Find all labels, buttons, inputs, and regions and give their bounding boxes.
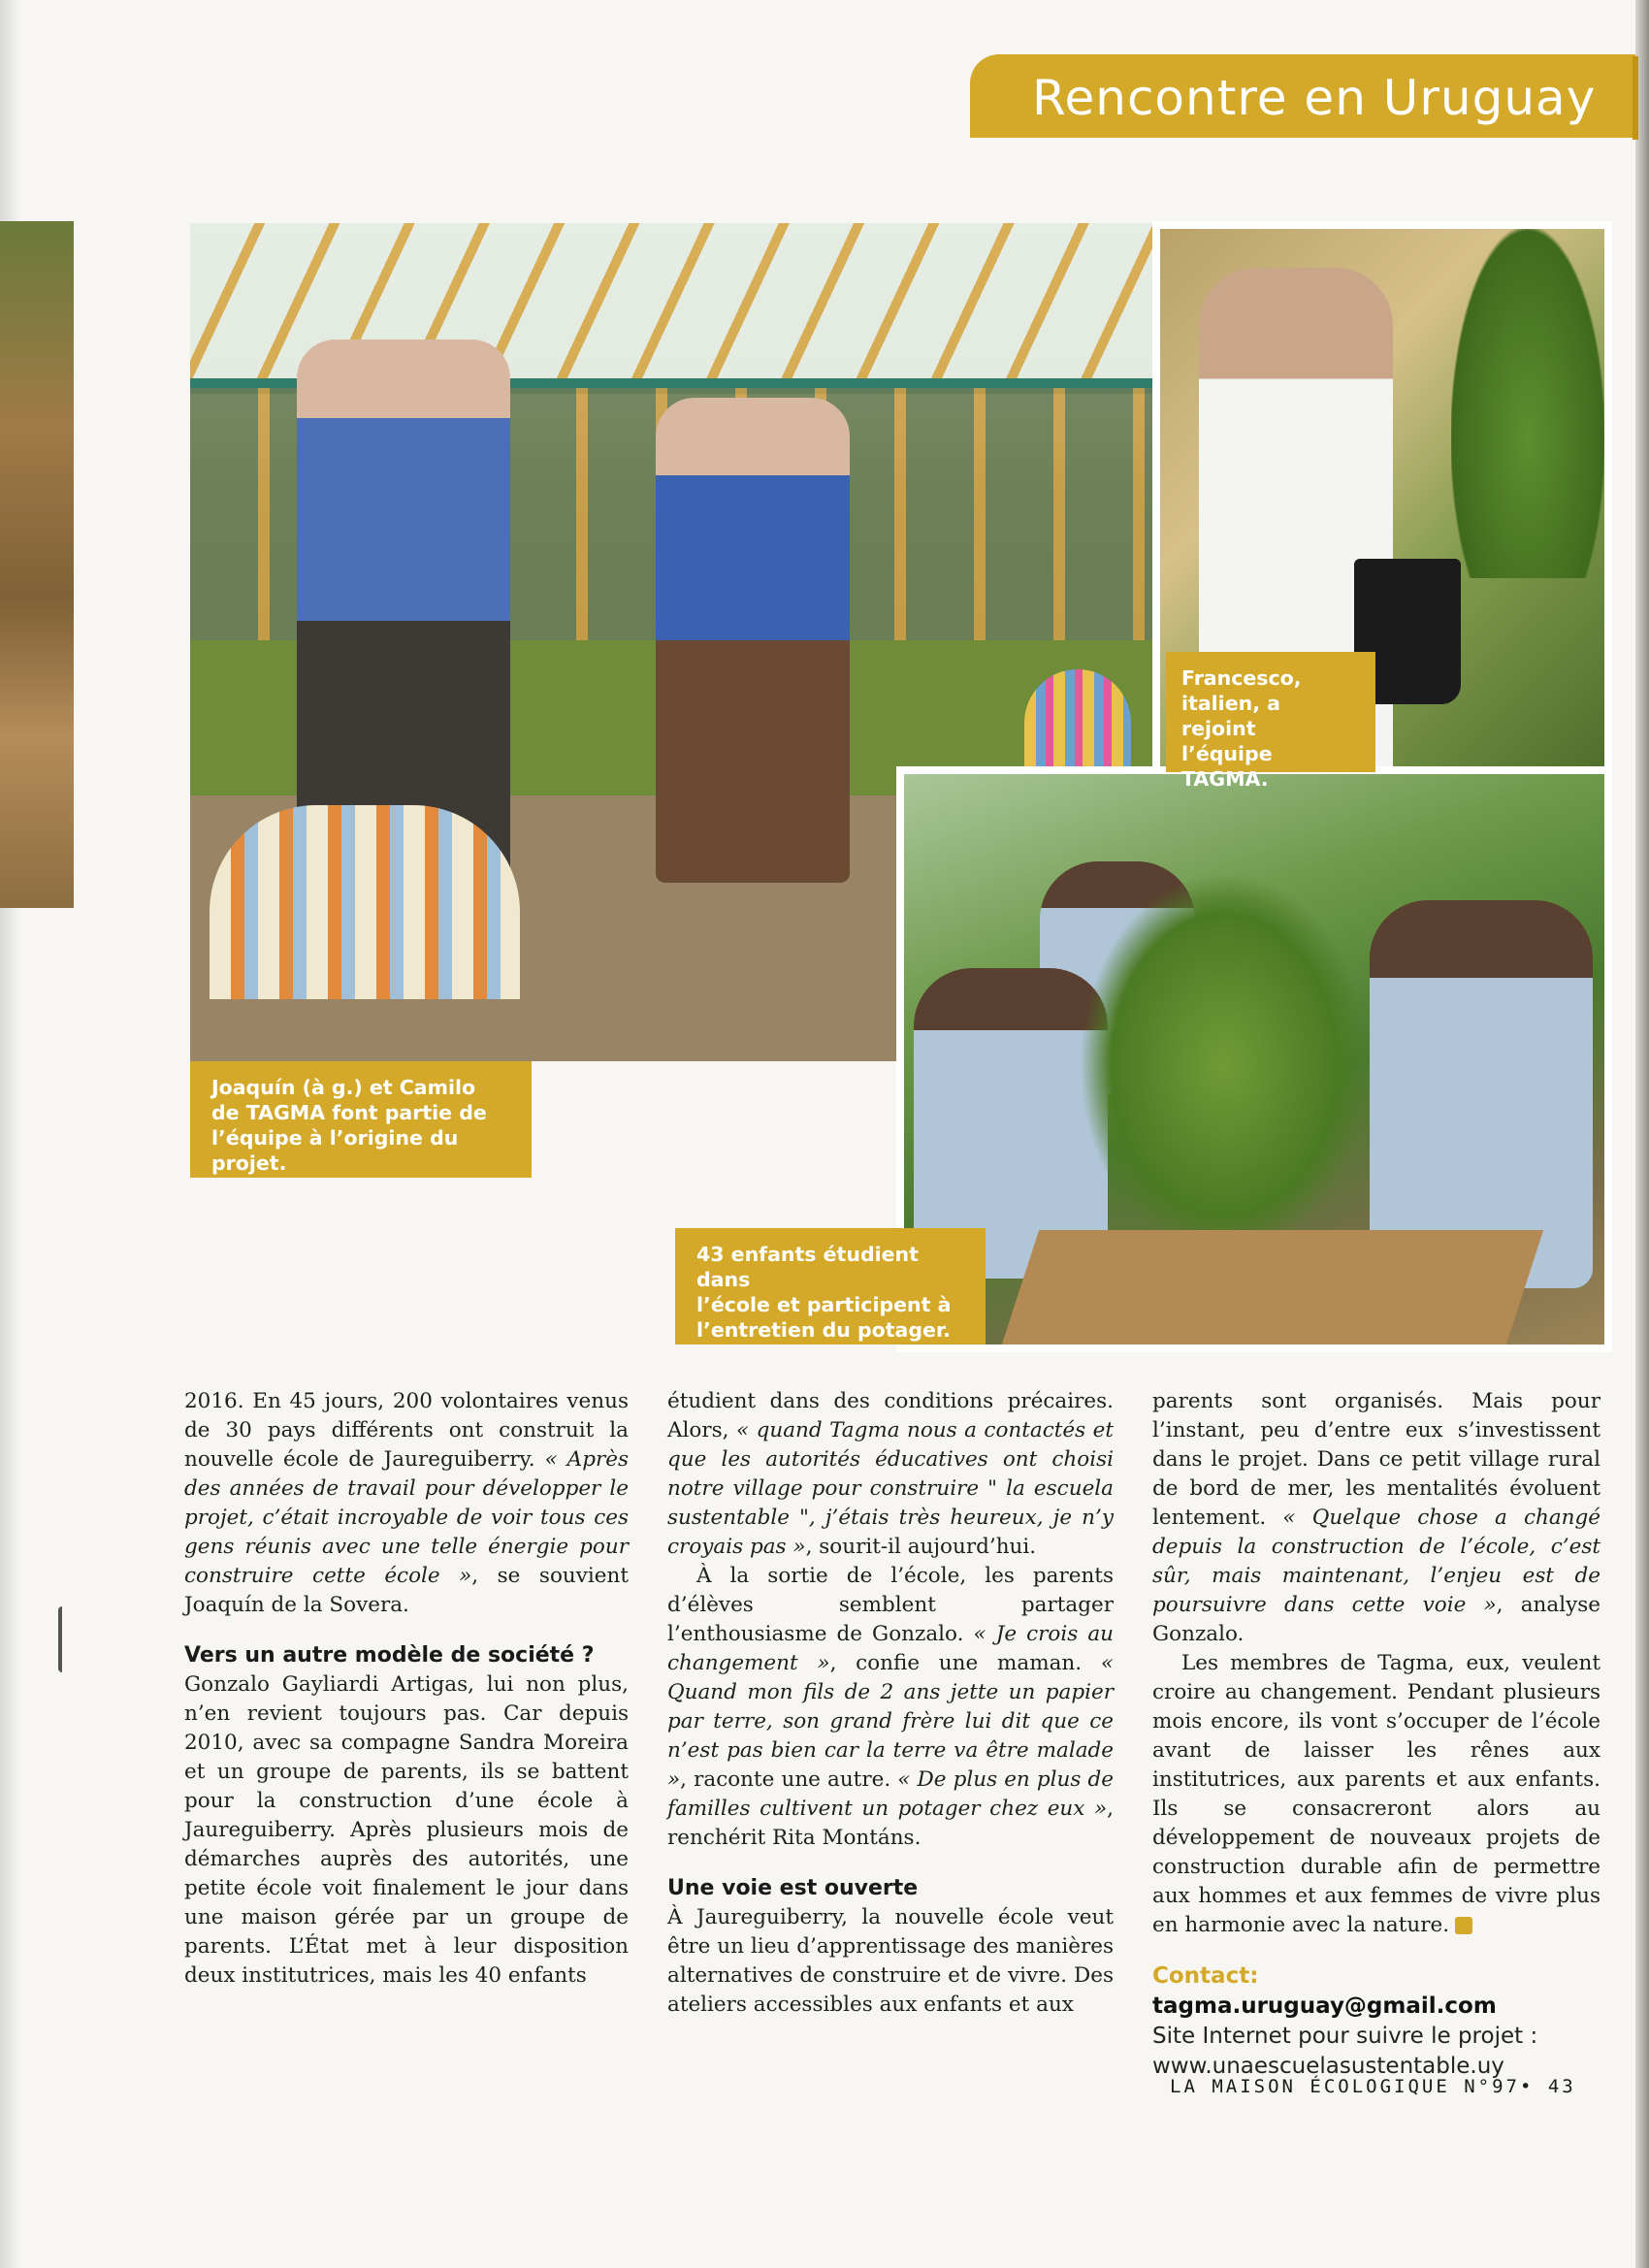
painted-tire [210,805,520,999]
caption-children [675,1228,986,1345]
article-paragraph [667,1387,1114,1562]
article-paragraph [184,1387,629,1620]
staple-mark [58,1606,74,1672]
contact-label: Contact: [1152,1963,1259,1989]
text-run: , sourit-il aujourd’hui. [805,1535,1037,1559]
text-run: , se souvient Joaquín de la Sovera. [184,1564,629,1617]
text-run: , confie une maman. [829,1651,1101,1675]
caption-line: de TAGMA font partie de [211,1101,487,1124]
text-run: parents sont organisés. Mais pour l’instant, peu d’entre eux s’investissent dans le projet. Dans ce petit village rural de bord de mer, les mentalités évoluent lentement. [1152,1389,1600,1530]
quote: « Après des années de travail pour développer le projet, c’était incroyable de voir tous ces gens réunis avec une telle énergie pour construire cette école » [184,1447,629,1588]
text-run: , raconte une autre. [680,1767,898,1792]
text-run: étudient dans des conditions précaires. Alors, [667,1389,1114,1442]
section-title: Rencontre en Uruguay [1032,70,1597,126]
article-paragraph [1152,1649,1600,1940]
text-run: 2016. En 45 jours, 200 volontaires venus de 30 pays différents ont construit la nouvelle école de Jaureguiberry. [184,1389,629,1472]
quote: « De plus en plus de familles cultivent un potager chez eux » [667,1767,1114,1821]
caption-line: l’école et participent à [696,1293,952,1316]
site-label: Site Internet pour suivre le projet : [1152,2024,1538,2049]
article-column-3 [1152,1387,1600,2082]
caption-line: italien, a rejoint [1181,692,1280,740]
contact-email-link[interactable]: tagma.uruguay@gmail.com [1152,1993,1497,2019]
caption-francesco [1166,652,1375,791]
end-of-article-icon [1455,1917,1472,1934]
article-paragraph [1152,1387,1600,1649]
person-camilo [656,398,850,883]
text-run: À la sortie de l’école, les parents d’élèves semblent partager l’enthousiasme de Gonzalo. [667,1564,1114,1646]
caption-line: l’équipe à l’origine du projet. [211,1126,459,1175]
caption-line: l’équipe TAGMA. [1181,742,1273,791]
page-right-edge [1635,0,1649,2268]
wooden-planter [1002,1230,1543,1345]
text-run: , renchérit Rita Montáns. [667,1797,1114,1850]
garden-plants [1079,871,1370,1259]
caption-line: Joaquín (à g.) et Camilo [211,1076,476,1099]
caption-joaquin [190,1061,532,1178]
article-paragraph: Gonzalo Gayliardi Artigas, lui non plus, n’en revient toujours pas. Car depuis 2010, avec sa compagne Sandra Moreira et un groupe de parents, ils se battent pour la construction d’une école à Jaureguiberry. Après plusieurs mois de démarches auprès des autorités, une petite école voit finalement le jour dans une maison gérée par un groupe de parents. L’État met à leur disposition deux institutrices, mais les 40 enfants [184,1672,629,1988]
caption-line: l’entretien du potager. [696,1318,951,1342]
hanging-plant [1451,229,1604,578]
quote: « Je crois au changement » [667,1622,1114,1675]
article-paragraph: À Jaureguiberry, la nouvelle école veut être un lieu d’apprentissage des manières alternatives de construire et de vivre. Des ateliers accessibles aux enfants et aux [667,1905,1114,2017]
quote: « Quand mon fils de 2 ans jette un papier par terre, son grand frère lui dit que ce n’est pas bien car la terre va être malade » [667,1651,1114,1792]
article-paragraph [667,1562,1114,1853]
caption-line: Francesco, [1181,666,1302,690]
subheading: Une voie est ouverte [667,1876,919,1900]
article-column-1 [184,1387,629,1991]
article-column-2 [667,1387,1114,2020]
subheading: Vers un autre modèle de société ? [184,1643,595,1668]
site-url-link[interactable]: www.unaescuelasustentable.uy [1152,2054,1504,2079]
section-banner [970,54,1635,138]
quote: « Quelque chose a changé depuis la construction de l’école, c’est sûr, mais maintenant, l’enjeu est de poursuivre dans cette voie » [1152,1506,1600,1617]
quote: « quand Tagma nous a contactés et que les autorités éducatives ont choisi notre village pour construire " la escuela sustentable ", j’étais très heureux, je n’y croyais pas » [667,1418,1114,1559]
text-run: Les membres de Tagma, eux, veulent croire au changement. Pendant plusieurs mois encore, ils vont s’occuper de l’école avant de laisser les rênes aux institutrices, aux parents et aux enfants. Ils se consacreront alors au développement de nouveaux projets de construction durable afin de permettre aux hommes et aux femmes de vivre plus en harmonie avec la nature. [1152,1651,1600,1937]
contact-block [1152,1961,1600,2082]
banner-tick [1633,56,1638,140]
text-run: , analyse Gonzalo. [1152,1593,1600,1646]
page-folio: LA MAISON ÉCOLOGIQUE N°97• 43 [1170,2076,1576,2097]
painted-tire [1024,669,1131,776]
previous-page-photo-edge [0,221,74,908]
photo-children-garden [904,774,1604,1345]
caption-line: 43 enfants étudient dans [696,1243,919,1291]
